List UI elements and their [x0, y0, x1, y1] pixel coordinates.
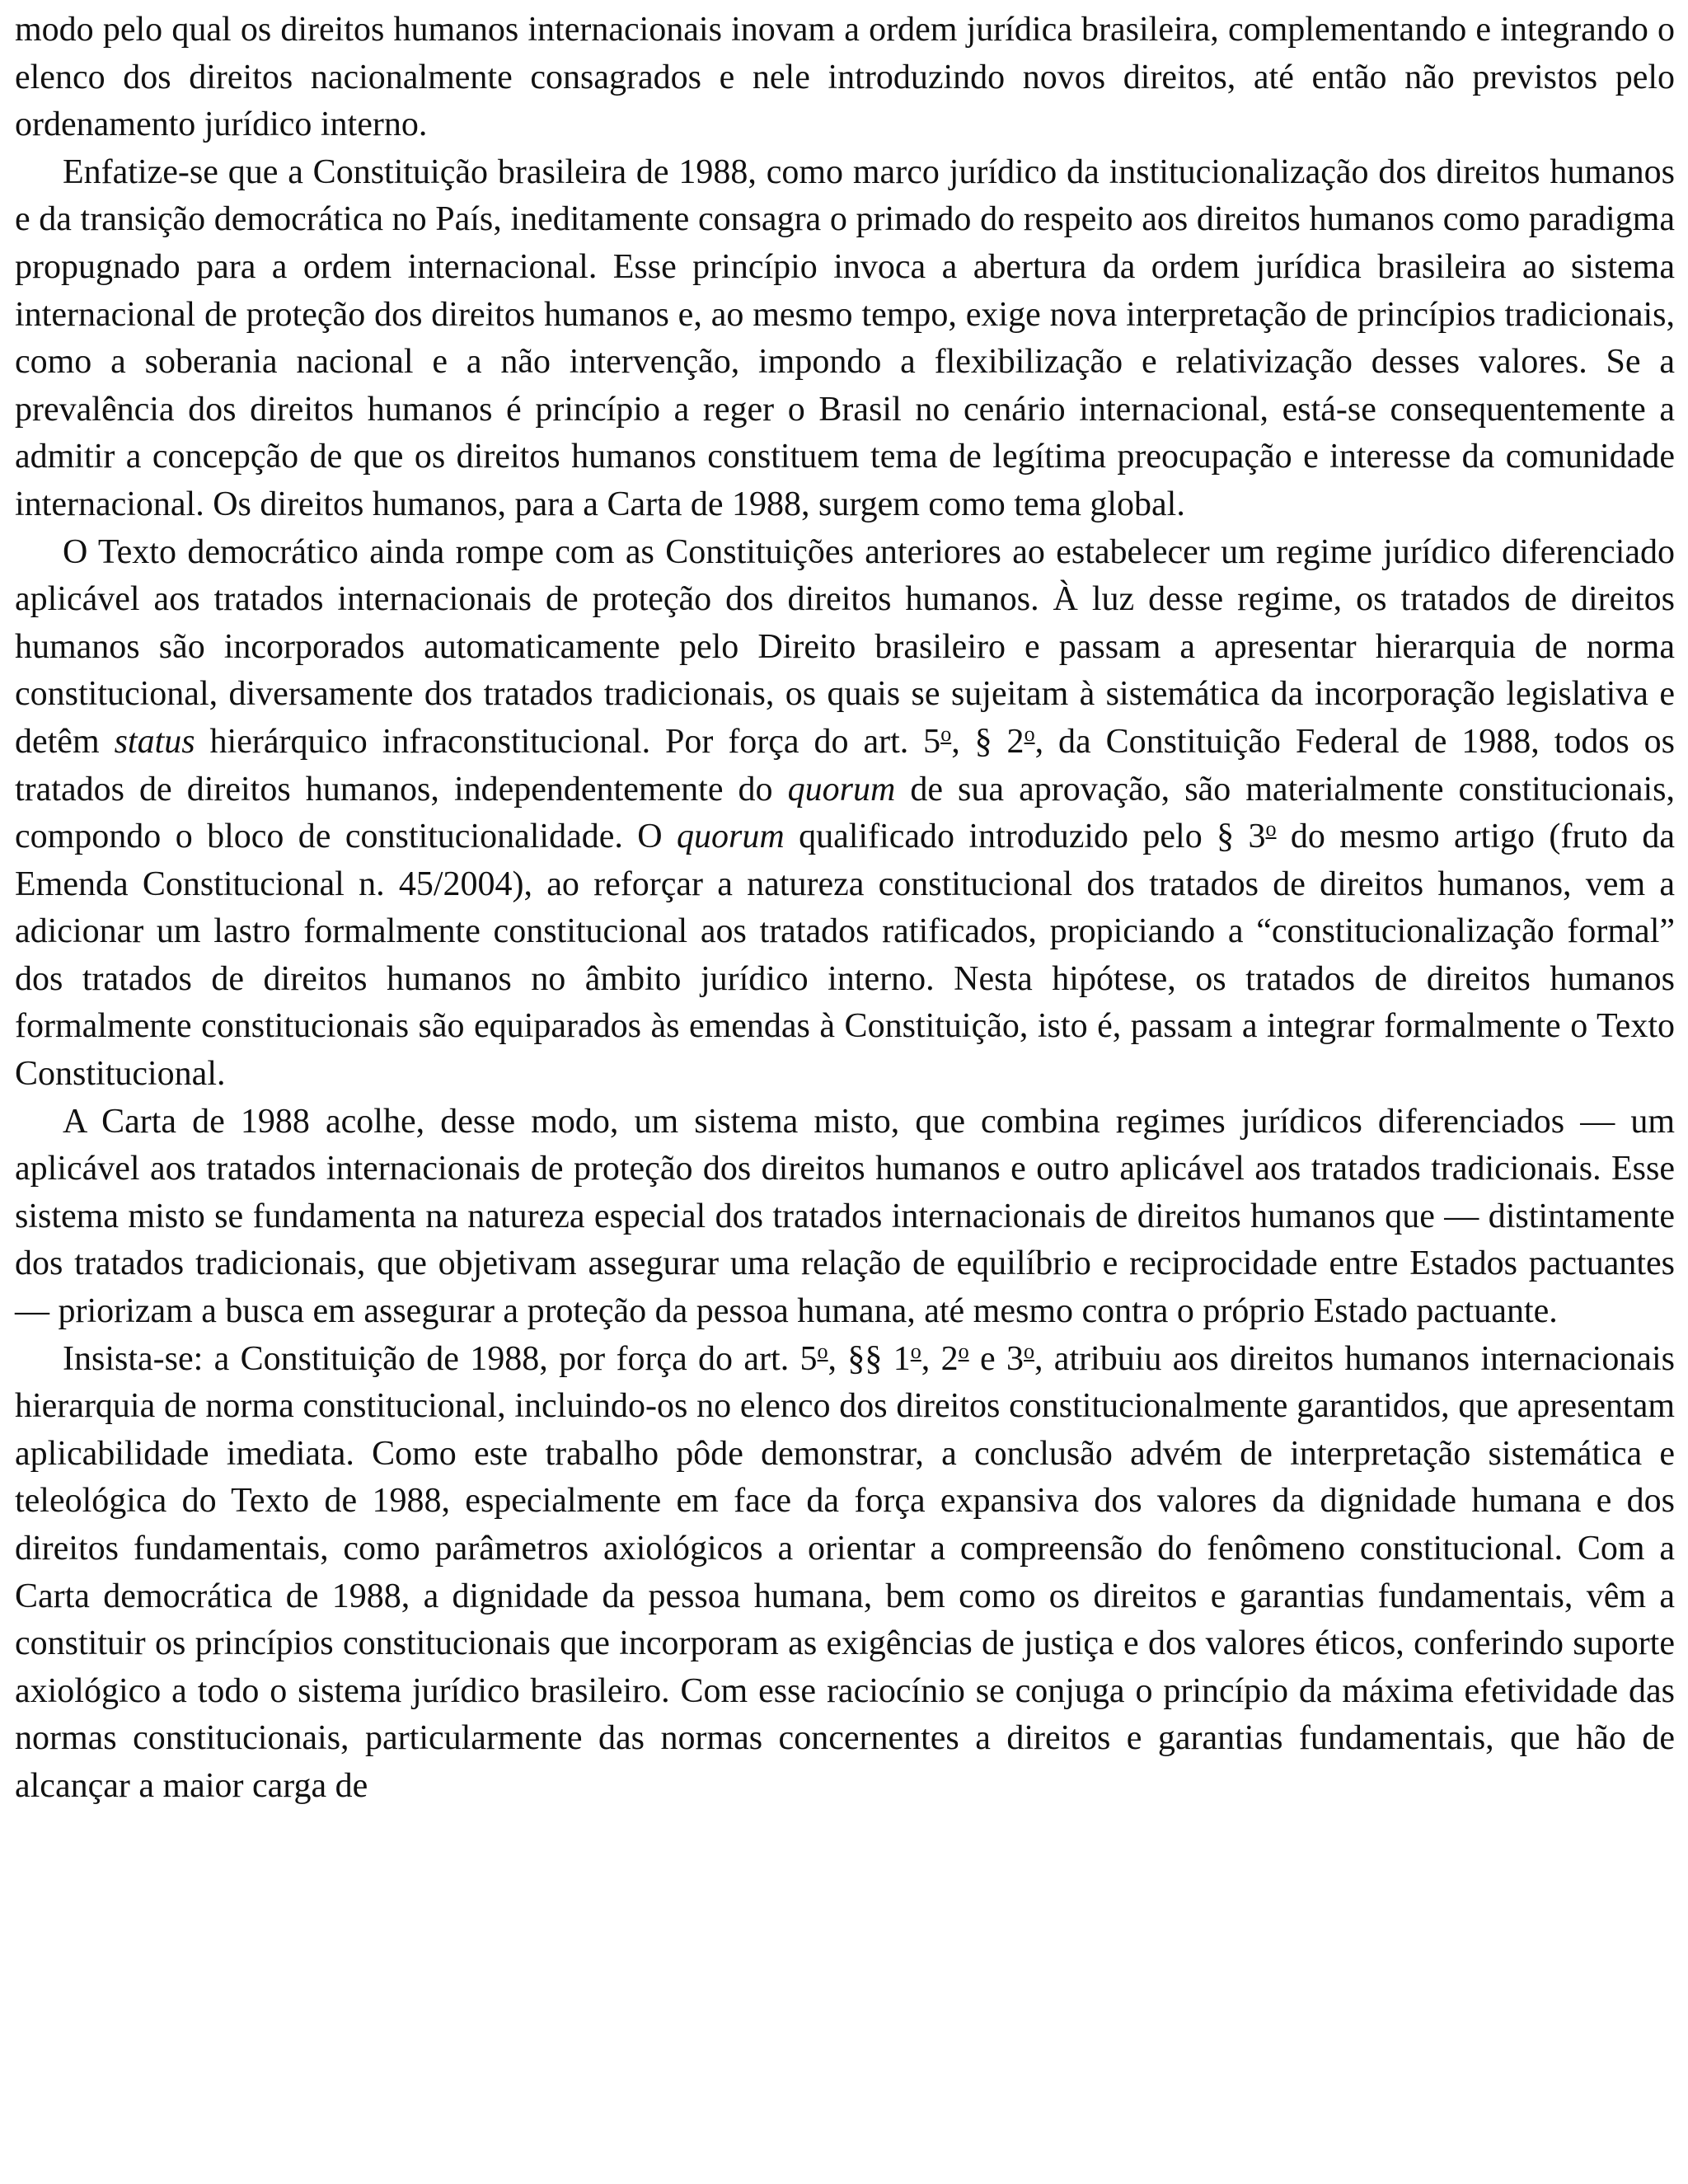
text-segment: , 2	[921, 1339, 959, 1378]
text-segment: de sua aprovação, são materialmente constitucionais, compondo o bloco de constitucionalidade. O	[15, 770, 1675, 856]
text-segment: modo pelo qual os direitos humanos internacionais inovam a ordem jurídica brasileira, complementando e integrando o elenco dos direitos nacionalmente consagrados e nele introduzindo novos direitos, até então não previstos pelo ordenamento jurídico interno.	[15, 11, 1675, 144]
superscript-ordinal: o	[817, 1338, 828, 1363]
superscript-ordinal: o	[940, 721, 952, 746]
paragraph-5	[15, 1336, 1675, 1811]
document-page	[15, 7, 1675, 1811]
text-segment: , atribuiu aos direitos humanos internacionais hierarquia de norma constitucional, incluindo-os no elenco dos direitos constitucionalmente garantidos, que apresentam aplicabilidade imediata. Como este trabalho pôde demonstrar, a conclusão advém de interpretação sistemática e teleológica do Texto de 1988, especialmente em face da força expansiva dos valores da dignidade humana e dos direitos fundamentais, como parâmetros axiológicos a orientar a compreensão do fenômeno constitucional. Com a Carta democrática de 1988, a dignidade da pessoa humana, bem como os direitos e garantias fundamentais, vêm a constituir os princípios constitucionais que incorporam as exigências de justiça e dos valores éticos, conferindo suporte axiológico a todo o sistema jurídico brasileiro. Com esse raciocínio se conjuga o princípio da máxima efetividade das normas constitucionais, particularmente das normas concernentes a direitos e garantias fundamentais, que hão de alcançar a maior carga de	[15, 1339, 1676, 1805]
text-segment: qualificado introduzido pelo § 3	[784, 818, 1266, 856]
text-segment: O Texto democrático ainda rompe com as Constituições anteriores ao estabelecer um regime jurídico diferenciado aplicável aos tratados internacionais de proteção dos direitos humanos. À luz desse regime, os tratados de direitos humanos são incorporados automaticamente pelo Direito brasileiro e passam a apresentar hierarquia de norma constitucional, diversamente dos tratados tradicionais, os quais se sujeitam à sistemática da incorporação legislativa e detêm	[15, 532, 1675, 761]
superscript-ordinal: o	[910, 1338, 921, 1363]
text-segment: do mesmo artigo (fruto da Emenda Constitucional n. 45/2004), ao reforçar a natureza constitucional dos tratados de direitos humanos, vem a adicionar um lastro formalmente constitucional aos tratados ratificados, propiciando a “constitucionalização formal” dos tratados de direitos humanos no âmbito jurídico interno. Nesta hipótese, os tratados de direitos humanos formalmente constitucionais são equiparados às emendas à Constituição, isto é, passam a integrar formalmente o Texto Constitucional.	[15, 818, 1675, 1094]
paragraph-3	[15, 529, 1675, 1099]
text-segment: hierárquico infraconstitucional. Por força do art. 5	[195, 722, 941, 761]
italic-term: quorum	[677, 818, 785, 856]
paragraph-2	[15, 149, 1675, 529]
text-segment: Insista-se: a Constituição de 1988, por força do art. 5	[63, 1339, 818, 1378]
superscript-ordinal: o	[1023, 1338, 1034, 1363]
superscript-ordinal: o	[958, 1338, 969, 1363]
italic-term: status	[114, 722, 195, 761]
superscript-ordinal: o	[1024, 721, 1035, 746]
text-segment: e 3	[968, 1339, 1024, 1378]
paragraph-4	[15, 1099, 1675, 1336]
text-segment: A Carta de 1988 acolhe, desse modo, um sistema misto, que combina regimes jurídicos diferenciados — um aplicável aos tratados internacionais de proteção dos direitos humanos e outro aplicável aos tratados tradicionais. Esse sistema misto se fundamenta na natureza especial dos tratados internacionais de direitos humanos que — distintamente dos tratados tradicionais, que objetivam assegurar uma relação de equilíbrio e reciprocidade entre Estados pactuantes — priorizam a busca em assegurar a proteção da pessoa humana, até mesmo contra o próprio Estado pactuante.	[15, 1102, 1675, 1331]
paragraph-1	[15, 7, 1675, 149]
superscript-ordinal: o	[1265, 817, 1277, 841]
text-segment: Enfatize-se que a Constituição brasileira de 1988, como marco jurídico da institucionalização dos direitos humanos e da transição democrática no País, ineditamente consagra o primado do respeito aos direitos humanos como paradigma propugnado para a ordem internacional. Esse princípio invoca a abertura da ordem jurídica brasileira ao sistema internacional de proteção dos direitos humanos e, ao mesmo tempo, exige nova interpretação de princípios tradicionais, como a soberania nacional e a não intervenção, impondo a flexibilização e relativização desses valores. Se a prevalência dos direitos humanos é princípio a reger o Brasil no cenário internacional, está-se consequentemente a admitir a concepção de que os direitos humanos constituem tema de legítima preocupação e interesse da comunidade internacional. Os direitos humanos, para a Carta de 1988, surgem como tema global.	[15, 152, 1675, 523]
text-segment: , § 2	[951, 722, 1025, 761]
text-segment: , da Constituição Federal de 1988, todos os tratados de direitos humanos, independentemente do	[15, 722, 1676, 808]
italic-term: quorum	[787, 770, 896, 808]
text-segment: , §§ 1	[828, 1339, 911, 1378]
